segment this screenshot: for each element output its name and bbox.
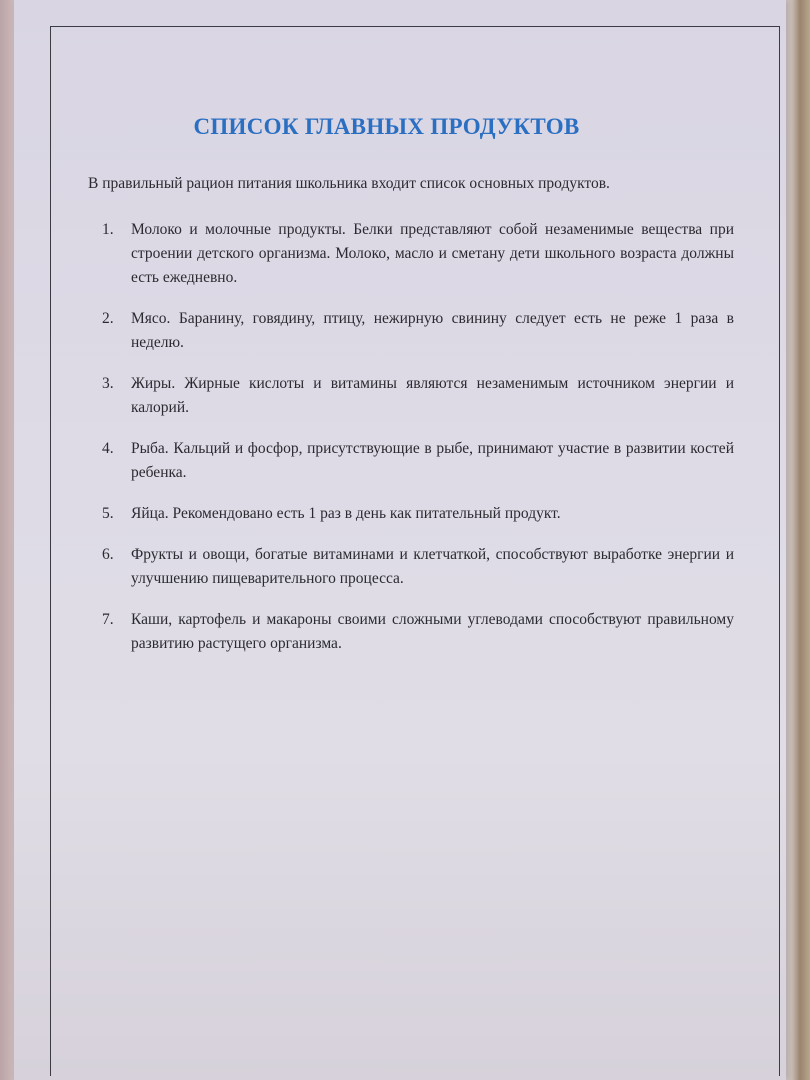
list-item bbox=[102, 543, 734, 591]
list-item-number: 1. bbox=[102, 221, 114, 238]
list-item bbox=[102, 307, 734, 355]
list-item-text: Каши, картофель и макароны своими сложными углеводами способствуют правильному развитию растущего организма. bbox=[131, 611, 734, 652]
list-item bbox=[102, 502, 734, 526]
list-item-number: 6. bbox=[102, 546, 114, 563]
list-item-number: 2. bbox=[102, 310, 114, 327]
document-title: СПИСОК ГЛАВНЫХ ПРОДУКТОВ bbox=[193, 114, 580, 139]
list-item bbox=[102, 608, 734, 656]
list-item-text: Молоко и молочные продукты. Белки представляют собой незаменимые вещества при строении детского организма. Молоко, масло и сметану дети школьного возраста должны есть ежедневно. bbox=[131, 221, 734, 286]
document-page bbox=[14, 0, 786, 1080]
list-item-text: Яйца. Рекомендовано есть 1 раз в день как питательный продукт. bbox=[131, 505, 561, 522]
list-item-number: 7. bbox=[102, 611, 114, 628]
list-item-text: Жиры. Жирные кислоты и витамины являются незаменимым источником энергии и калорий. bbox=[131, 375, 734, 416]
list-item-text: Рыба. Кальций и фосфор, присутствующие в рыбе, принимают участие в развитии костей ребенка. bbox=[131, 440, 734, 481]
list-item bbox=[102, 437, 734, 485]
list-item-number: 5. bbox=[102, 505, 114, 522]
list-item-number: 4. bbox=[102, 440, 114, 457]
list-item bbox=[102, 218, 734, 290]
list-item-number: 3. bbox=[102, 375, 114, 392]
list-item bbox=[102, 372, 734, 420]
list-item-text: Мясо. Баранину, говядину, птицу, нежирную свинину следует есть не реже 1 раза в неделю. bbox=[131, 310, 734, 351]
products-list bbox=[102, 218, 734, 673]
list-item-text: Фрукты и овощи, богатые витаминами и клетчаткой, способствуют выработке энергии и улучшению пищеварительного процесса. bbox=[131, 546, 734, 587]
intro-paragraph: В правильный рацион питания школьника входит список основных продуктов. bbox=[88, 175, 610, 192]
